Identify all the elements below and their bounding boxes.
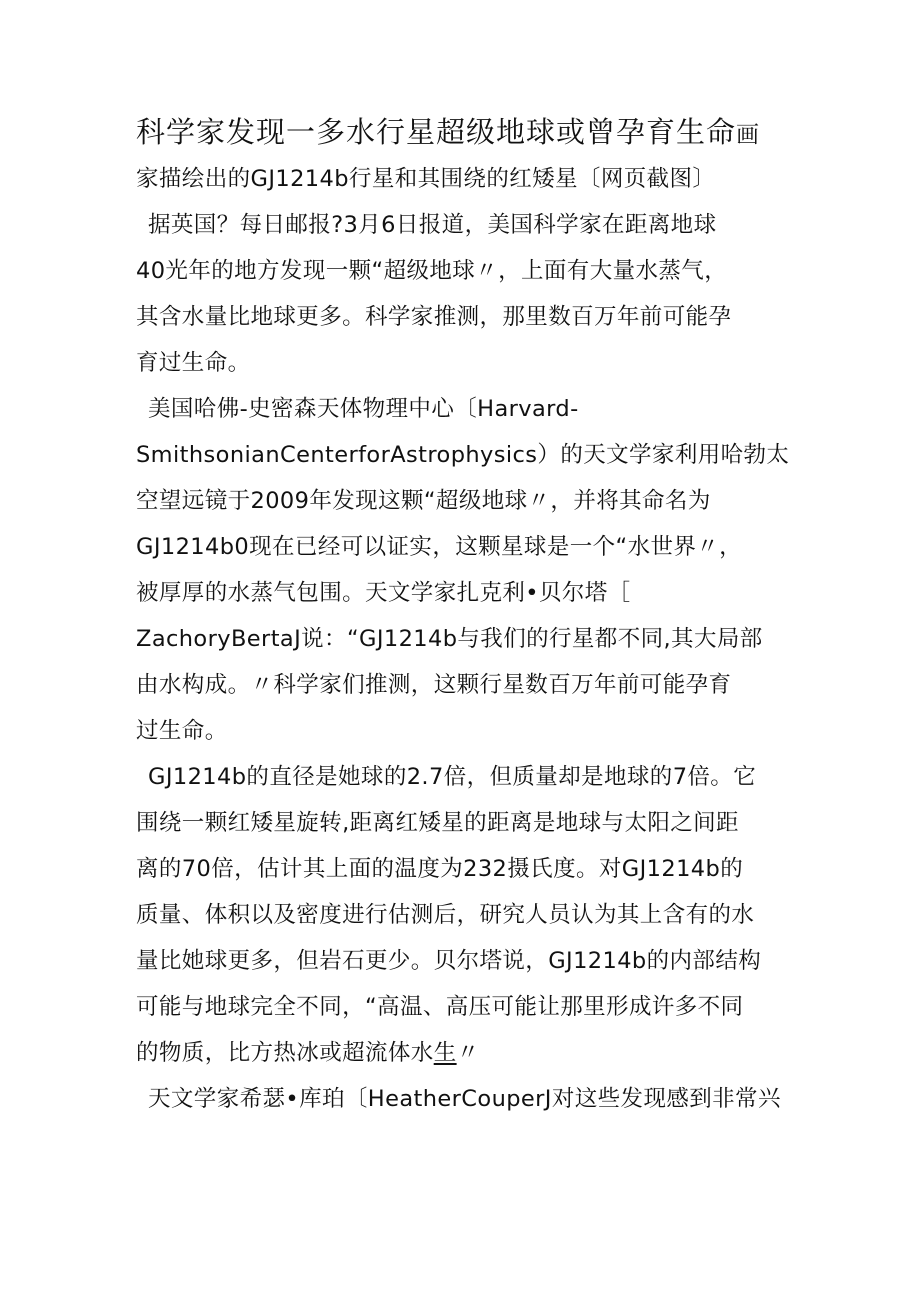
text-line-17: 质量、体积以及密度进行估测后，研究人员认为其上含有的水 <box>136 902 755 928</box>
text-line-5: 育过生命。 <box>136 350 251 376</box>
text-line-9: GJ1214b0现在已经可以证实，这颗星球是一个“水世界〃， <box>136 534 743 560</box>
text-line-4: 其含水量比地球更多。科学家推测，那里数百万年前可能孕 <box>136 304 732 330</box>
text-line-8: 空望远镜于2009年发现这颗“超级地球〃，并将其命名为 <box>136 488 711 514</box>
text-line-12: 由水构成。〃科学家们推测，这颗行星数百万年前可能孕育 <box>136 672 732 698</box>
text-line-20-body: 的物质，比方热冰或超流体水 <box>136 1040 434 1066</box>
text-line-3: 40光年的地方发现一颗“超级地球〃，上面有大量水蒸气， <box>136 258 728 284</box>
text-line-14: GJ1214b的直径是她球的2.7倍，但质量却是地球的7倍。它 <box>148 764 757 790</box>
underlined-word: 生 <box>433 1040 457 1066</box>
text-line-7: SmithsonianCenterforAstrophysics）的天文学家利用哈勃太 <box>136 442 790 468</box>
text-line-21: 天文学家希瑟•库珀〔HeatherCouperJ对这些发现感到非常兴 <box>148 1086 781 1112</box>
closing-quote-mark: 〃 <box>456 1040 480 1066</box>
text-line-2: 据英国？每日邮报?3月6日报道，美国科学家在距离地球 <box>148 212 717 238</box>
text-line-15: 围绕一颗红矮星旋转,距离红矮星的距离是地球与太阳之间距 <box>136 810 739 836</box>
text-line-13: 过生命。 <box>136 718 228 744</box>
text-line-10: 被厚厚的水蒸气包围。天文学家扎克利•贝尔塔［ <box>136 580 631 606</box>
document-title: 科学家发现一多水行星超级地球或曾孕育生命 <box>136 115 737 149</box>
text-line-16: 离的70倍，估计其上面的温度为232摄氏度。对GJ1214b的 <box>136 856 744 882</box>
text-line-1: 家描绘出的GJ1214b行星和其围绕的红矮星〔网页截图〕 <box>136 166 716 192</box>
title-tail: 画 <box>736 122 760 148</box>
document-title-line <box>136 108 796 156</box>
text-line-11: ZachoryBertaJ说：“GJ1214b与我们的行星都不同,其大局部 <box>136 626 763 652</box>
text-line-6: 美国哈佛-史密森天体物理中心〔Harvard- <box>148 396 579 422</box>
text-line-18: 量比她球更多，但岩石更少。贝尔塔说，GJ1214b的内部结构 <box>136 948 762 974</box>
document-page <box>136 108 796 1122</box>
text-line-20 <box>136 1030 796 1076</box>
text-line-19: 可能与地球完全不同，“高温、高压可能让那里形成许多不同 <box>136 994 744 1020</box>
